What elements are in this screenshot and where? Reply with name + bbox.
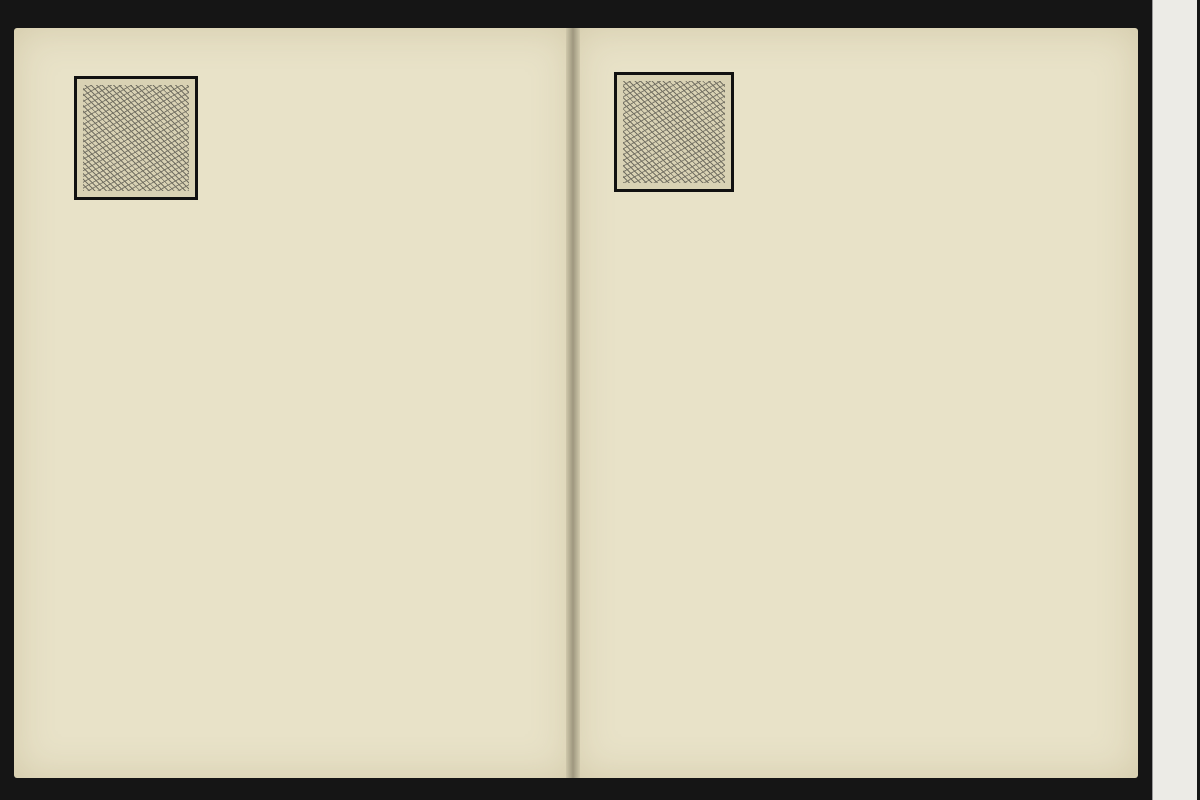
left-staff-3 — [74, 236, 536, 276]
right-staff-7-empty — [612, 552, 1080, 592]
right-staff-4 — [612, 316, 1080, 356]
right-staff-2 — [752, 154, 1080, 194]
decorated-initial-d — [74, 76, 198, 200]
initial-letter — [77, 79, 195, 197]
left-staff-6 — [74, 476, 536, 516]
left-staff-1 — [214, 76, 536, 116]
left-staff-2 — [214, 154, 536, 194]
right-staff-1 — [752, 76, 1080, 116]
right-staff-5 — [612, 394, 1080, 434]
right-staff-8-empty — [612, 628, 1080, 668]
right-staff-6 — [612, 472, 1080, 512]
right-staff-3 — [612, 236, 1080, 276]
left-staff-4 — [74, 318, 536, 358]
left-staff-8 — [74, 634, 536, 674]
measurement-ruler — [1152, 0, 1197, 800]
decorated-initial-n — [614, 72, 734, 192]
left-staff-5 — [74, 398, 536, 438]
book-gutter — [566, 28, 580, 778]
initial-letter — [617, 75, 731, 189]
left-staff-7 — [74, 556, 536, 596]
